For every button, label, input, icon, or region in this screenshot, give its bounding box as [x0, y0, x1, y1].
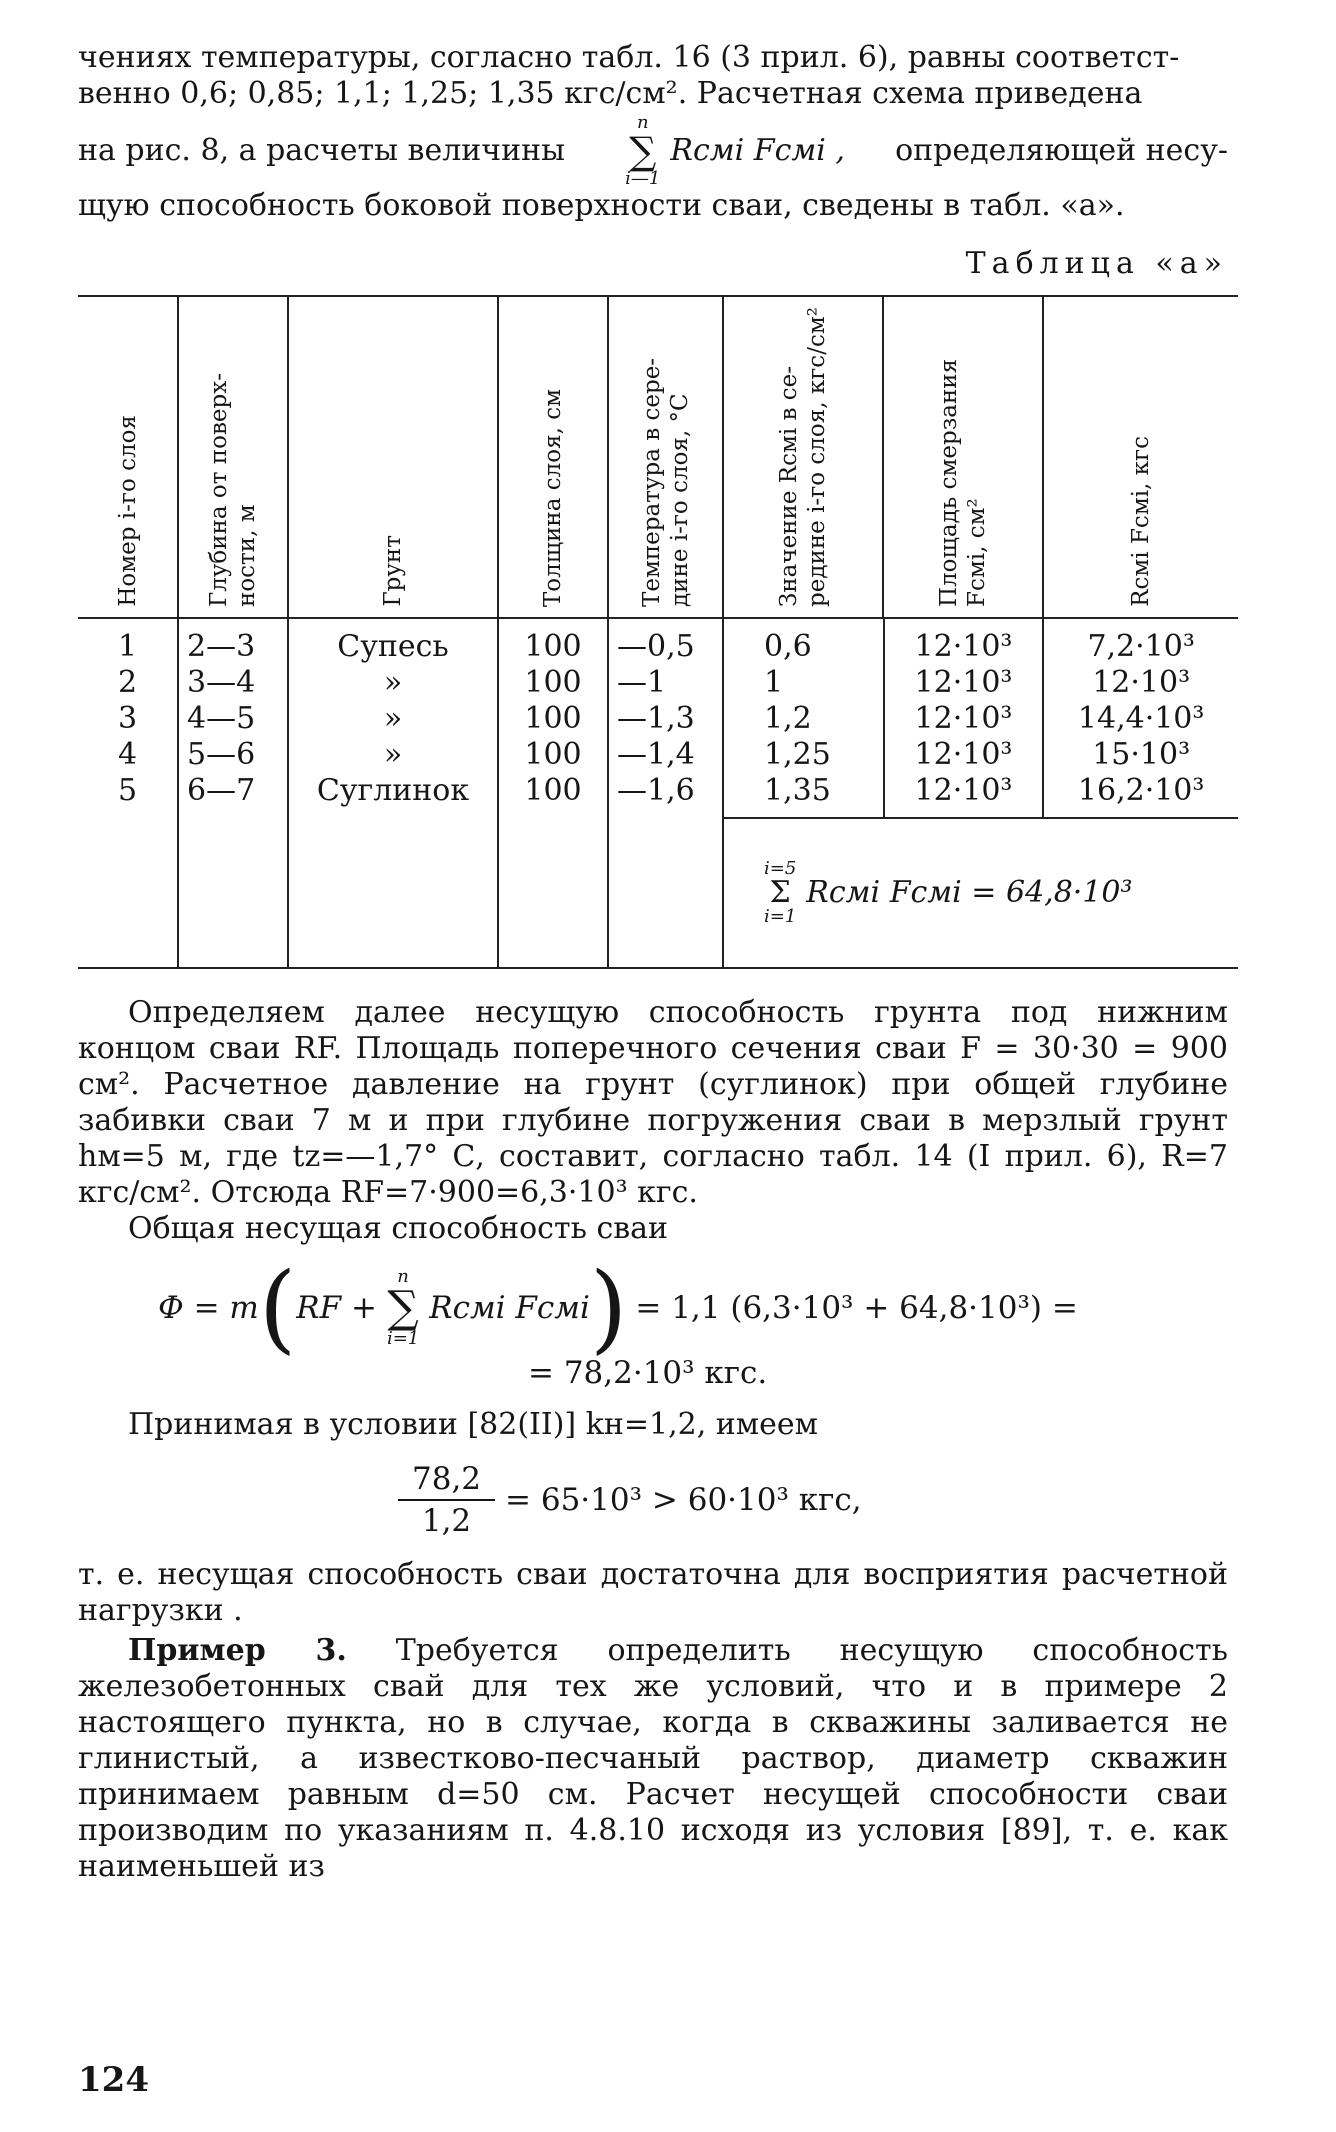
fraction-denominator: 1,2	[421, 1503, 472, 1539]
table-cell: 1,25	[764, 737, 831, 772]
intro-line-4: щую способность боковой поверхности сваи, сведены в табл. «а».	[78, 188, 1125, 223]
header-depth: Глубина от поверх-ности, м	[178, 296, 288, 618]
formula-lhs: Ф = m	[158, 1290, 259, 1326]
right-subtable	[724, 619, 1238, 967]
sigma-symbol: n ∑ i=1	[386, 1266, 420, 1349]
table-cell: 12·10³	[914, 665, 1013, 700]
table-cell: 1	[764, 665, 784, 700]
sum-lower: i—1	[625, 168, 661, 189]
table-cell: Супесь	[337, 629, 449, 664]
table-cell: »	[383, 701, 403, 736]
table-cell: 100	[524, 665, 582, 700]
table-cell: 12·10³	[914, 701, 1013, 736]
example-title: Пример 3.	[128, 1633, 347, 1668]
table-cell: —1,4	[617, 737, 695, 772]
fraction	[398, 1459, 495, 1541]
col-r-value	[724, 619, 884, 818]
page-content	[78, 40, 1228, 1885]
table-cell: 1,35	[764, 773, 831, 808]
table-cell: 100	[524, 701, 582, 736]
formula-check	[78, 1459, 1228, 1541]
table-cell: 1	[117, 629, 138, 664]
header-thickness: Толщина слоя, см	[498, 296, 608, 618]
table-body	[78, 618, 1238, 968]
col-layer-number	[78, 618, 178, 968]
col-thickness	[498, 618, 608, 968]
fraction-numerator: 78,2	[398, 1459, 495, 1501]
table-cell: —0,5	[617, 629, 695, 664]
formula-result: = 78,2·10³ кгс.	[528, 1355, 768, 1391]
formula-sum-expr: Rсмi Fсмi	[429, 1290, 590, 1326]
paragraph-total-capacity: Общая несущая способность сваи	[128, 1211, 669, 1246]
sum-upper: n	[397, 1266, 409, 1287]
col-depth	[178, 618, 288, 968]
intro-line-3-start: на рис. 8, а расчеты величины	[78, 133, 565, 168]
data-table	[78, 295, 1238, 969]
table-cell: 5—6	[187, 737, 256, 772]
formula-rhs: = 1,1 (6,3·10³ + 64,8·10³) =	[635, 1290, 1078, 1326]
paragraph-bearing-capacity-soil: Определяем далее несущую способность грунта под нижним концом сваи RF. Площадь поперечного сечения сваи F = 30·30 = 900 см². Расчетное давление на грунт (суглинок) при общей глубине забивки сваи 7 м и при глубине погружения сваи в мерзлый грунт hм=5 м, где tz=—1,7° С, составит, согласно табл. 14 (I прил. 6), R=7 кгс/см². Отсюда RF=7·900=6,3·10³ кгс.	[78, 995, 1228, 1210]
table-cell: —1,3	[617, 701, 695, 736]
table-cell: 2—3	[187, 629, 256, 664]
sigma-symbol: i=5 Σ i=1	[764, 858, 797, 927]
table-header-row	[78, 296, 1238, 618]
table-cell: 100	[524, 629, 582, 664]
table-sum-value: Rсмi Fсмi = 64,8·10³	[806, 875, 1133, 910]
header-r-value: Значение Rсмi в се-редине i-го слоя, кгс/см²	[723, 296, 883, 618]
table-cell: 6—7	[187, 773, 256, 808]
example-text: Требуется определить несущую способность железобетонных свай для тех же условий, что и в примере 2 настоящего пункта, но в случае, когда в скважины заливается не глинистый, а известково-песчаный раствор, диаметр скважин принимаем равным d=50 см. Расчет несущей способности сваи производим по указаниям п. 4.8.10 исходя из условия [89], т. е. как наименьшей из	[78, 1633, 1228, 1884]
paragraph-example-3	[78, 1633, 1228, 1885]
intro-line-1: чениях температуры, согласно табл. 16 (3 прил. 6), равны соответст-	[78, 40, 1180, 75]
table-cell: —1	[617, 665, 667, 700]
col-temperature	[608, 618, 723, 968]
header-temperature: Температура в сере-дине i-го слоя, °С	[608, 296, 723, 618]
header-area: Площадь смерзания Fсмi, см²	[883, 296, 1043, 618]
sum-expression: Rсмi Fсмi ,	[670, 133, 845, 168]
table-cell: 4—5	[187, 701, 256, 736]
col-product	[1043, 619, 1238, 818]
table-cell: 7,2·10³	[1087, 629, 1195, 664]
page-number: 124	[78, 2060, 149, 2100]
intro-line-2: венно 0,6; 0,85; 1,1; 1,25; 1,35 кгс/см². Расчетная схема приведена	[78, 76, 1143, 111]
table-cell: 1,2	[764, 701, 812, 736]
sum-upper: n	[636, 112, 649, 133]
table-sum-cell	[724, 818, 1238, 967]
table-cell: 3	[117, 701, 138, 736]
table-cell: 16,2·10³	[1077, 773, 1205, 808]
table-cell: 4	[117, 737, 138, 772]
table-caption: Таблица «а»	[965, 246, 1228, 281]
right-columns	[723, 618, 1238, 968]
table-cell: 12·10³	[914, 629, 1013, 664]
formula-inner: RF +	[296, 1290, 377, 1326]
table-cell: 12·10³	[1092, 665, 1191, 700]
sum-lower: i=1	[764, 906, 797, 927]
table-cell: 5	[117, 773, 138, 808]
formula-check-rhs: = 65·10³ > 60·10³ кгс,	[505, 1482, 862, 1518]
inline-sum	[615, 114, 845, 188]
header-layer-number: Номер i-го слоя	[78, 296, 178, 618]
header-soil: Грунт	[288, 296, 498, 618]
paragraph-conclusion: т. е. несущая способность сваи достаточна для восприятия расчетной нагрузки .	[78, 1557, 1228, 1628]
table-cell: 0,6	[764, 629, 812, 664]
intro-line-3-end: определяющей несу-	[895, 133, 1228, 168]
formula-total-capacity: Ф = m ( RF + n ∑ i=1 Rсмi Fсмi ) = 1,1 (6,3·10³ + 64,8·10³) = = 78,2·10³ кгс.	[78, 1263, 1228, 1391]
table-cell: 12·10³	[914, 773, 1013, 808]
intro-line-3	[78, 114, 1228, 188]
header-product: Rсмi Fсмi, кгс	[1043, 296, 1238, 618]
table-cell: —1,6	[617, 773, 695, 808]
table-cell: Суглинок	[316, 773, 470, 808]
table-cell: »	[383, 737, 403, 772]
table-cell: 3—4	[187, 665, 256, 700]
col-soil	[288, 618, 498, 968]
table-cell: 100	[524, 737, 582, 772]
sum-upper: i=5	[764, 858, 797, 879]
table-cell: 2	[117, 665, 138, 700]
table-cell: 15·10³	[1092, 737, 1191, 772]
table-cell: 14,4·10³	[1077, 701, 1205, 736]
table-cell: 100	[524, 773, 582, 808]
sigma-symbol: n ∑ i—1	[625, 112, 661, 189]
table-cell: »	[383, 665, 403, 700]
col-area	[884, 619, 1044, 818]
paragraph-safety-factor: Принимая в условии [82(II)] kн=1,2, имеем	[128, 1407, 818, 1442]
sum-lower: i=1	[386, 1328, 420, 1349]
table-cell: 12·10³	[914, 737, 1013, 772]
